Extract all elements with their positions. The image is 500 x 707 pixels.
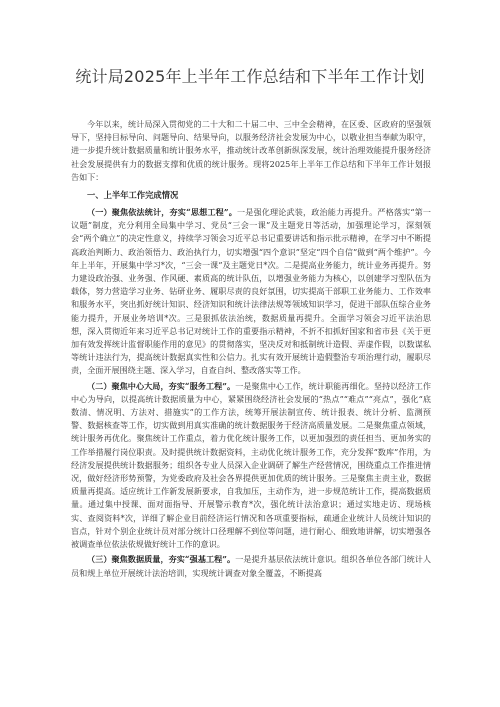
paragraph-lead: （三）聚焦数据质量，夯实“强基工程”。 [87,554,236,565]
paragraph-text: 一是提升基层依法统计意识。组织各单位各部门统计人员和规上单位开展统计法治培训，实现统计调查对象全覆盖，不断提高 [71,554,431,578]
paragraph-lead: （一）聚焦依法统计，夯实“思想工程”。 [87,207,237,218]
paragraph-item-2 [71,380,431,552]
paragraph-text: 一是聚焦中心工作，统计职能再细化。坚持以经济工作中心为导向，以提高统计数据质量为中心，紧紧围绕经济社会发展的“热点”“难点”“亮点”，强化“底数清、情况明、方法对、措施实”的工作方法，统筹开展法制宣传、统计报表、统计分析、监测预警、数据核查等工作，切实做到用真实准确的统计数据服务于经济高质量发展。二是聚焦重点领域，统计服务再优化。聚焦统计工作重点，着力优化统计服务工作，以更加强烈的责任担当、更加务实的工作举措履行岗位职责。及时提供统计数据资料，主动优化统计服务工作，充分发挥“数库”作用，为经济发展提供统计数据服务；组织各专业人员深入企业调研了解生产经营情况，围绕重点工作推进情况，做好经济形势预警，为党委政府及社会各界提供更加优质的统计服务。三是聚焦主责主业，数据质量再提高。适应统计工作新发展新要求，自我加压，主动作为，进一步规范统计工作，提高数据质量。通过集中授课、面对面指导、开展警示教育*次，强化统计法治意识；通过实地走访、现场核实、查阅资料*次，详细了解企业目前经济运行情况和各项重要指标，疏通企业统计人员统计知识的盲点，针对个别企业统计员对部分统计口径理解不到位等问题，进行耐心、细致地讲解，切实增强各被调查单位依法依规做好统计工作的意识。 [71,380,431,550]
document-title: 统计局2025年上半年工作总结和下半年工作计划 [75,67,425,86]
document-body [71,118,431,580]
paragraph-item-3 [71,553,431,579]
paragraph-lead: （二）聚焦中心大局，夯实“服务工程”。 [87,380,236,391]
section-heading: 一、上半年工作完成情况 [87,190,179,201]
paragraph-item-1 [71,206,431,378]
intro-paragraph: 今年以来，统计局深入贯彻党的二十大和二十届二中、三中全会精神，在区委、区政府的坚强领导下，坚持目标导向、问题导向、结果导向，以服务经济社会发展为中心，以敬业担当奉献为职守，进一步提升统计数据质量和统计服务水平，推动统计改革创新纵深发展，统计治理效能提升服务经济社会发展提供有力的数据支撑和优质的统计服务。现将2025年上半年工作总结和下半年工作计划报告如下： [71,119,431,182]
paragraph-text: 一是强化理论武装，政治能力再提升。严格落实“第一议题”制度，充分利用全局集中学习、党员“三会一课”及主题党日等活动，加强理论学习，深刻领会“两个确立”的决定性意义，持续学习领会习近平总书记重要讲话和指示批示精神，在学习中不断提高政治判断力、政治领悟力、政治执行力，切实增强“四个意识”坚定“四个自信”做到“两个维护”。今年上半年，开展集中学习*次，“三会一课”及主题党日*次。二是提高业务能力，统计业务再提升。努力建设政治强、业务强、作风硬、素质高的统计队伍，以增强业务能力为核心，以创建学习型队伍为载体，努力营造学习业务、钻研业务、履职尽责的良好氛围，切实提高干部职工业务能力、工作效率和服务水平，突出抓好统计知识、经济知识和统计法律法规等领域知识学习，促进干部队伍综合业务能力提升，开展业务培训*次。三是狠抓依法治统，数据质量再提升。全面学习领会习近平法治思想，深入贯彻近年来习近平总书记对统计工作的重要指示精神，不折不扣抓好国家和省市县《关于更加有效发挥统计监督职能作用的意见》的贯彻落实，坚决反对和抵制统计造假、弄虚作假，以数谋私等统计违法行为，提高统计数据真实性和公信力。扎实有效开展统计造假整治专项治理行动，履职尽责，全面开展围绕主题、深入学习，自查自纠、整改落实等工作。 [71,207,431,376]
